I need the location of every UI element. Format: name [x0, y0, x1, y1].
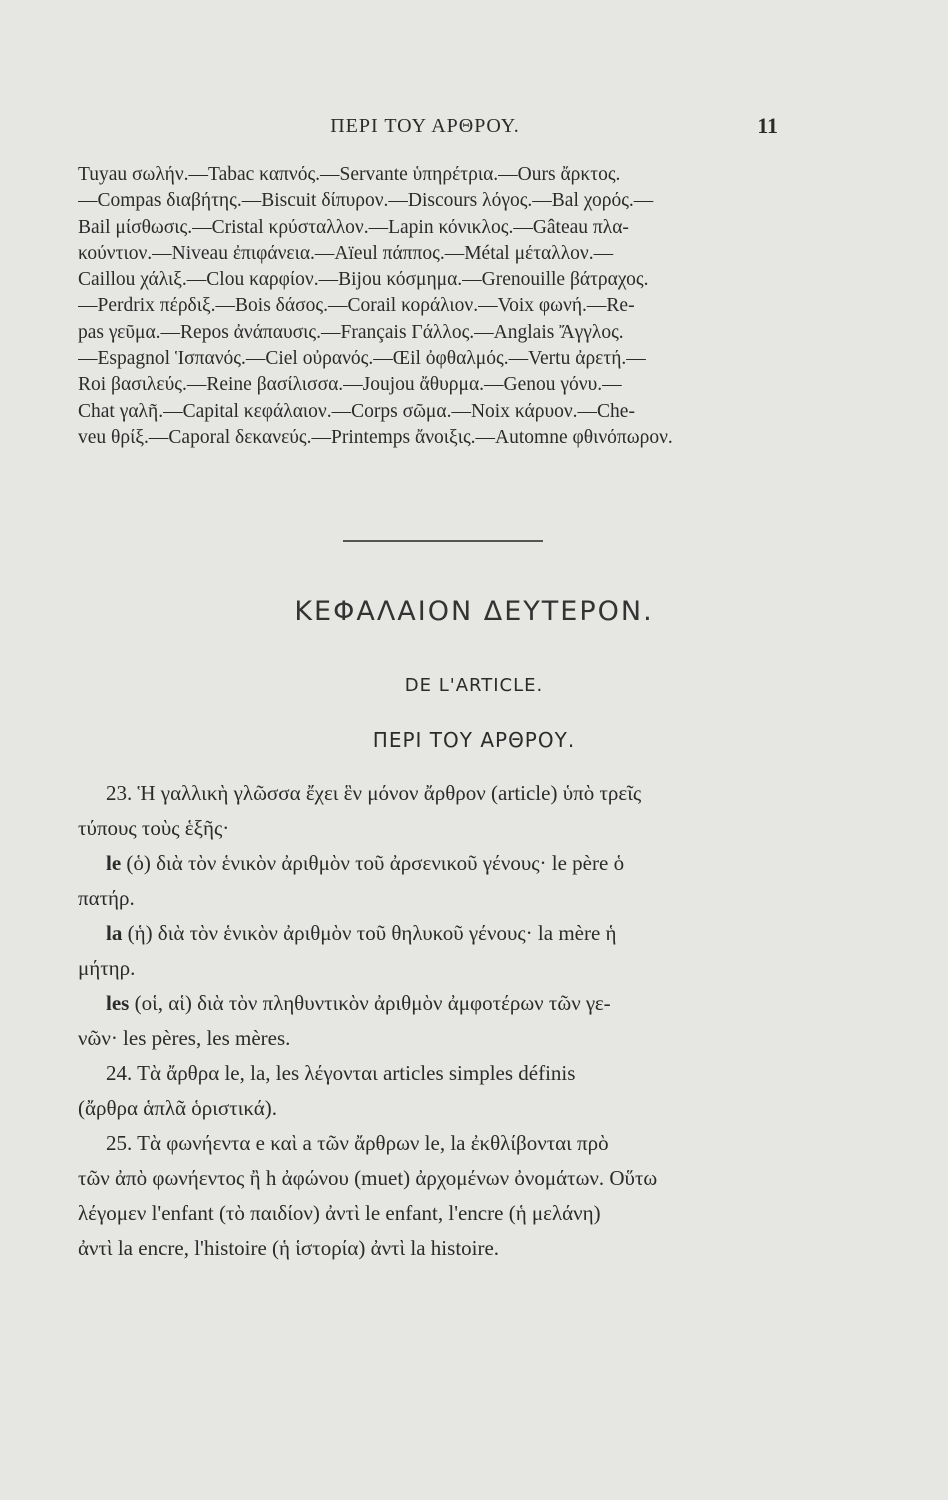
body-line — [78, 1161, 768, 1196]
running-title: ΠΕΡΙ ΤΟΥ ΑΡΘΡΟΥ. — [330, 115, 520, 137]
vocabulary-line: Tuyau σωλήν.—Tabac καπνός.—Servante ὑπηρέτρια.—Ours ἄρκτος. — [78, 164, 621, 185]
body-line-text: πατήρ. — [78, 886, 135, 910]
body-line — [78, 1056, 768, 1091]
vocabulary-line: veu θρίξ.—Caporal δεκανεύς.—Printemps ἄνοιξις.—Automne φθινόπωρον. — [78, 426, 673, 448]
body-line-text: ἀντὶ la encre, l'histoire (ἡ ἱστορία) ἀντὶ la histoire. — [78, 1236, 500, 1260]
body-line-text: τύπους τοὺς ἑξῆς· — [78, 816, 230, 840]
body-line-text: (ἄρθρα ἁπλᾶ ὁριστικά). — [78, 1096, 277, 1120]
vocabulary-line: Roi βασιλεύς.—Reine βασίλισσα.—Joujou ἄθυρμα.—Genou γόνυ.— — [78, 374, 622, 396]
body-line-text: 24. Τὰ ἄρθρα le, la, les λέγονται articles simples définis — [106, 1061, 576, 1085]
body-line-text: (ὁ) διὰ τὸν ἑνικὸν ἀριθμὸν τοῦ ἀρσενικοῦ γένους· le père ὁ — [121, 851, 625, 875]
body-line-text: μήτηρ. — [78, 956, 136, 980]
body-line — [78, 1196, 768, 1231]
body-line — [78, 986, 768, 1021]
body-line — [78, 1091, 768, 1126]
chapter-subtitle-greek: ΠΕΡΙ ΤΟΥ ΑΡΘΡΟΥ. — [372, 728, 576, 752]
body-line-text: 25. Τὰ φωνήεντα e καὶ a τῶν ἄρθρων le, la ἐκθλίβονται πρὸ — [106, 1131, 609, 1155]
body-line — [78, 776, 768, 811]
vocabulary-line: pas γεῦμα.—Repos ἀνάπαυσις.—Français Γάλλος.—Anglais Ἄγγλος. — [78, 321, 624, 343]
section-divider — [343, 540, 543, 542]
body-line-text: τῶν ἀπὸ φωνήεντος ἢ h ἀφώνου (muet) ἀρχομένων ὀνομάτων. Οὕτω — [78, 1166, 658, 1190]
article-form: la — [106, 921, 123, 945]
body-line — [78, 846, 768, 881]
body-line-text: (οἱ, αἱ) διὰ τὸν πληθυντικὸν ἀριθμὸν ἀμφοτέρων τῶν γε- — [129, 991, 611, 1015]
vocabulary-line: —Perdrix πέρδιξ.—Bois δάσος.—Corail κοράλιον.—Voix φωνή.—Re- — [78, 295, 635, 317]
chapter-title: ΚΕΦΑΛΑΙΟΝ ΔΕΥΤΕΡΟΝ. — [294, 596, 654, 627]
body-line — [78, 951, 768, 986]
body-line — [78, 916, 768, 951]
body-line — [78, 1126, 768, 1161]
vocabulary-line: —Compas διαβήτης.—Biscuit δίπυρον.—Discours λόγος.—Bal χορός.— — [78, 190, 654, 212]
article-form: les — [106, 991, 130, 1015]
vocabulary-line: Chat γαλῆ.—Capital κεφάλαιον.—Corps σῶμα.—Noix κάρυον.—Che- — [78, 400, 635, 422]
body-line-text: 23. Ἡ γαλλικὴ γλῶσσα ἔχει ἓν μόνον ἄρθρον (article) ὑπὸ τρεῖς — [106, 781, 642, 805]
vocabulary-line: —Espagnol Ἱσπανός.—Ciel οὐρανός.—Œil ὀφθαλμός.—Vertu ἀρετή.— — [78, 348, 646, 370]
body-line — [78, 1231, 768, 1266]
chapter-subtitle-french: DE L'ARTICLE. — [404, 675, 544, 696]
page-header — [80, 113, 778, 145]
vocabulary-line: Caillou χάλιξ.—Clou καρφίον.—Bijou κόσμημα.—Grenouille βάτραχος. — [78, 269, 649, 291]
vocabulary-line: κούντιον.—Niveau ἐπιφάνεια.—Aïeul πάππος.—Métal μέταλλον.— — [78, 242, 614, 264]
body-line-text: λέγομεν l'enfant (τὸ παιδίον) ἀντὶ le enfant, l'encre (ἡ μελάνη) — [78, 1201, 601, 1225]
body-line-text: νῶν· les pères, les mères. — [78, 1026, 291, 1050]
body-line — [78, 881, 768, 916]
body-line — [78, 811, 768, 846]
vocabulary-line: Bail μίσθωσις.—Cristal κρύσταλλον.—Lapin κόνικλος.—Gâteau πλα- — [78, 216, 629, 238]
body-line — [78, 1021, 768, 1056]
article-form: le — [106, 851, 122, 875]
vocabulary-list — [78, 162, 768, 451]
chapter-body — [78, 776, 768, 1266]
body-line-text: (ἡ) διὰ τὸν ἑνικὸν ἀριθμὸν τοῦ θηλυκοῦ γένους· la mère ἡ — [122, 921, 617, 945]
page-number: 11 — [757, 113, 778, 138]
